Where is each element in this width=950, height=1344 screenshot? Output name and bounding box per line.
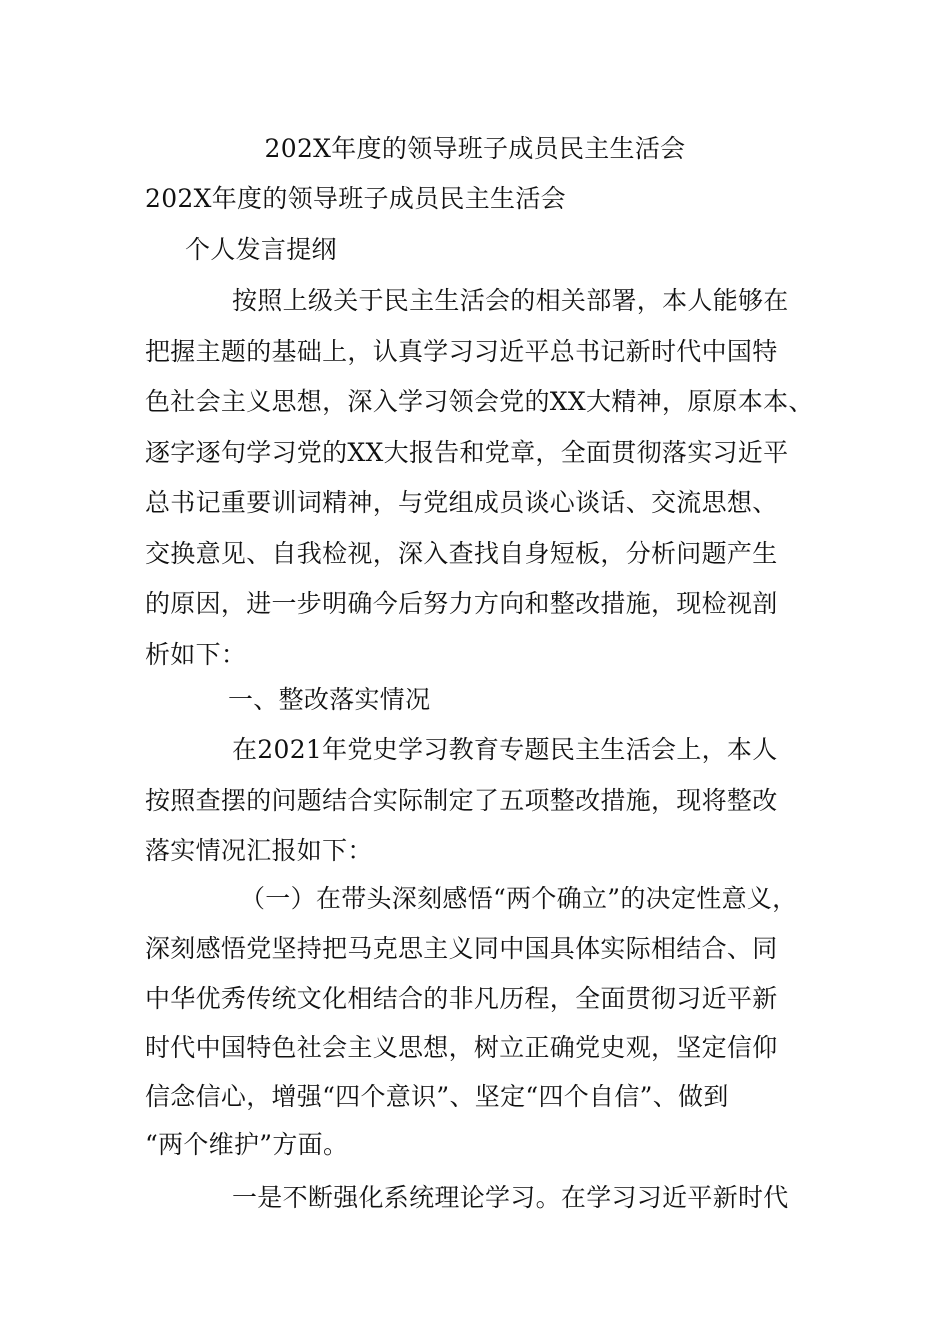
document-title: 202X年度的领导班子成员民主生活会: [264, 134, 686, 163]
paragraph-line: 色社会主义思想，深入学习领会党的XX大精神，原原本本、: [145, 387, 814, 416]
paragraph-line: 析如下：: [145, 640, 247, 669]
section-heading: 一、整改落实情况: [228, 685, 431, 714]
paragraph-line: 中华优秀传统文化相结合的非凡历程，全面贯彻习近平新: [145, 984, 778, 1013]
paragraph-line: 一是不断强化系统理论学习。在学习习近平新时代: [232, 1183, 789, 1212]
paragraph-line: 深刻感悟党坚持把马克思主义同中国具体实际相结合、同: [145, 934, 778, 963]
paragraph-line: 的原因，进一步明确今后努力方向和整改措施，现检视剖: [145, 589, 778, 618]
paragraph-line: 按照上级关于民主生活会的相关部署，本人能够在: [232, 286, 789, 315]
paragraph-line: 按照查摆的问题结合实际制定了五项整改措施，现将整改: [145, 786, 778, 815]
paragraph-line: 交换意见、自我检视，深入查找自身短板，分析问题产生: [145, 539, 778, 568]
paragraph-line: 逐字逐句学习党的XX大报告和党章，全面贯彻落实习近平: [145, 438, 789, 467]
paragraph-line: 落实情况汇报如下：: [145, 836, 373, 865]
heading-line-2: 个人发言提纲: [185, 235, 337, 264]
heading-line-1: 202X年度的领导班子成员民主生活会: [145, 184, 566, 213]
paragraph-line: 在2021年党史学习教育专题民主生活会上，本人: [232, 735, 778, 764]
paragraph-line: 把握主题的基础上，认真学习习近平总书记新时代中国特: [145, 337, 778, 366]
subsection-heading: （一）在带头深刻感悟“两个确立”的决定性意义，: [240, 884, 798, 913]
paragraph-line: 总书记重要训词精神，与党组成员谈心谈话、交流思想、: [145, 488, 778, 517]
paragraph-line: 时代中国特色社会主义思想，树立正确党史观，坚定信仰: [145, 1033, 778, 1062]
paragraph-line: 信念信心，增强“四个意识”、坚定“四个自信”、做到: [145, 1082, 729, 1111]
paragraph-line: “两个维护”方面。: [145, 1130, 349, 1159]
